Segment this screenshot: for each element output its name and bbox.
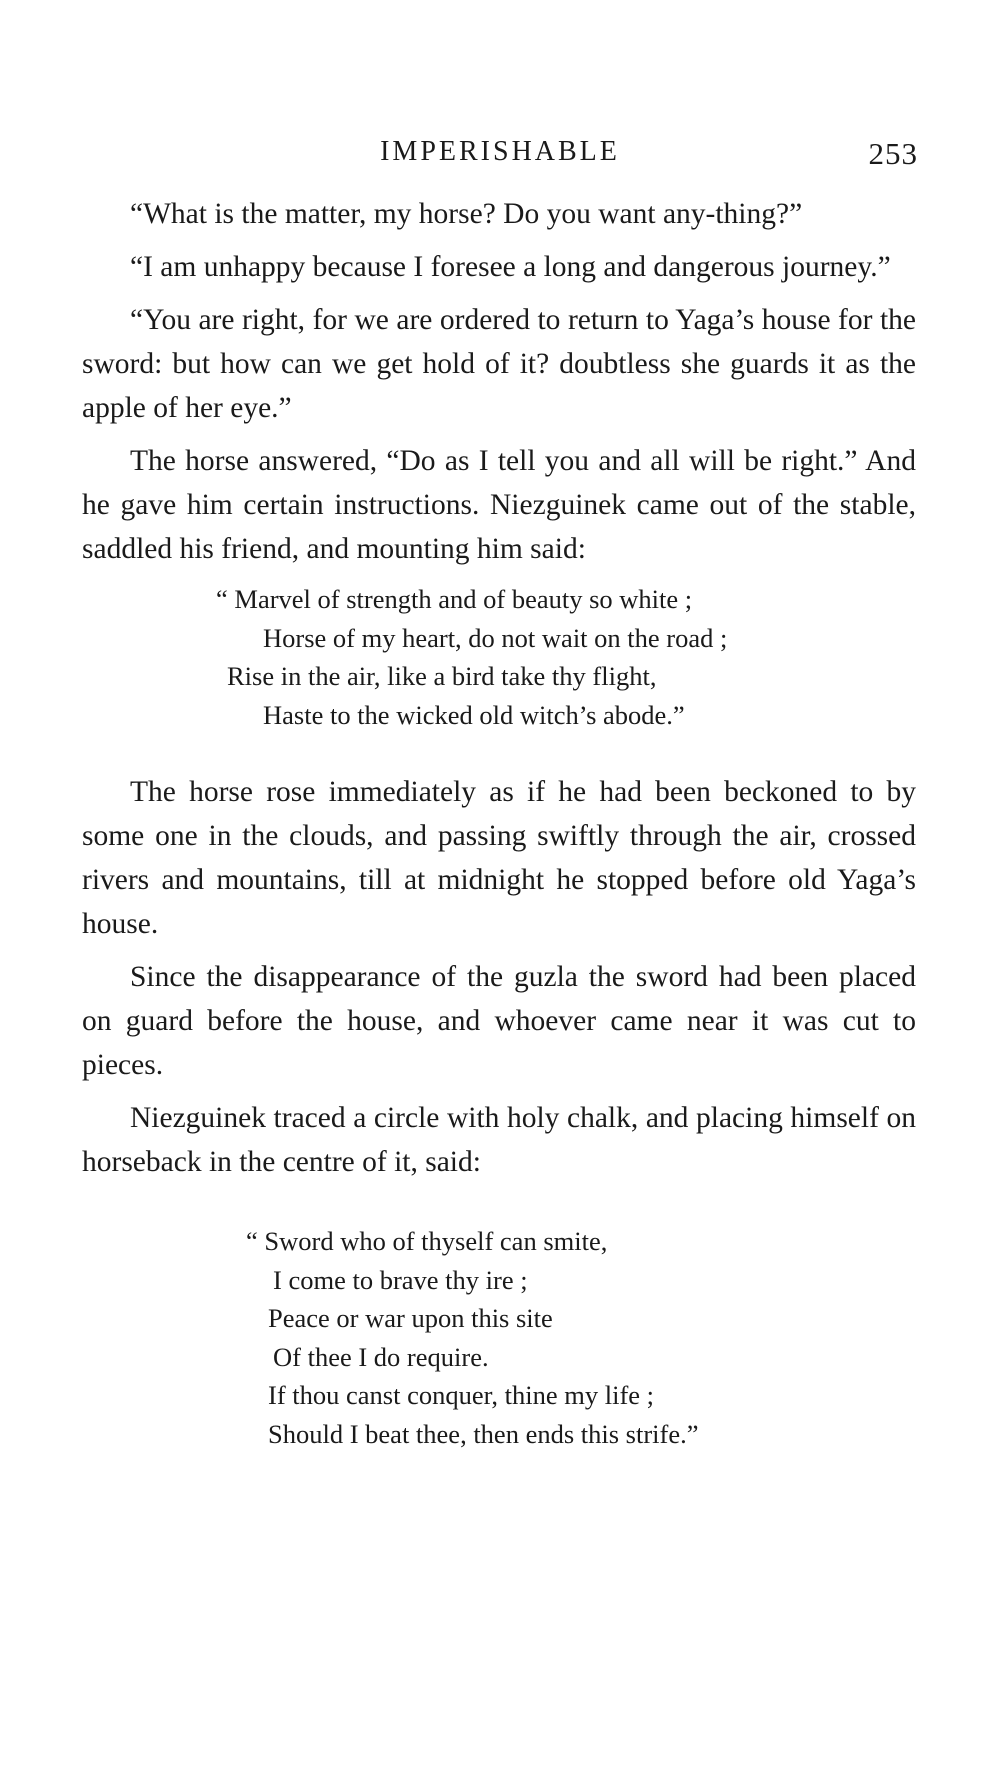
verse-line: Rise in the air, like a bird take thy flight,: [227, 661, 657, 691]
body-text: [82, 192, 916, 1453]
verse-line: If thou canst conquer, thine my life ;: [268, 1380, 655, 1410]
paragraph-sword-task: “You are right, for we are ordered to return to Yaga’s house for the sword: but how can we get hold of it? doubtless she guards it as the apple of her eye.”: [82, 304, 916, 424]
verse-line: Should I beat thee, then ends this strife.”: [268, 1418, 699, 1449]
verse-line: Horse of my heart, do not wait on the road ;: [263, 622, 728, 653]
verse-line: Haste to the wicked old witch’s abode.”: [263, 699, 685, 730]
paragraph-chalk-circle: Niezguinek traced a circle with holy chalk, and placing himself on horseback in the centre of it, said:: [82, 1102, 916, 1178]
running-head: [82, 136, 918, 176]
paragraph-sword-guard: Since the disappearance of the guzla the sword had been placed on guard before the house, and whoever came near it was cut to pieces.: [82, 961, 916, 1081]
paragraph-horse-question: “What is the matter, my horse? Do you want any-thing?”: [130, 198, 803, 230]
verse-horse-incantation: [216, 580, 916, 734]
verse-line: “ Sword who of thyself can smite,: [246, 1226, 608, 1256]
verse-sword-incantation: [246, 1222, 916, 1453]
paragraph-horse-reply: “I am unhappy because I foresee a long and dangerous journey.”: [130, 251, 891, 283]
page-number: 253: [868, 136, 918, 171]
verse-line: Peace or war upon this site: [268, 1303, 553, 1333]
verse-line: “ Marvel of strength and of beauty so white ;: [216, 584, 693, 614]
verse-line: I come to brave thy ire ;: [273, 1264, 528, 1295]
running-title: IMPERISHABLE: [380, 136, 620, 167]
paragraph-instructions: The horse answered, “Do as I tell you and all will be right.” And he gave him certain instructions. Niezguinek came out of the stable, saddled his friend, and mounting him said:: [82, 445, 916, 565]
verse-line: Of thee I do require.: [273, 1341, 489, 1372]
paragraph-horse-flight: The horse rose immediately as if he had been beckoned to by some one in the clouds, and passing swiftly through the air, crossed rivers and mountains, till at midnight he stopped before old Yaga’s house.: [82, 776, 916, 940]
